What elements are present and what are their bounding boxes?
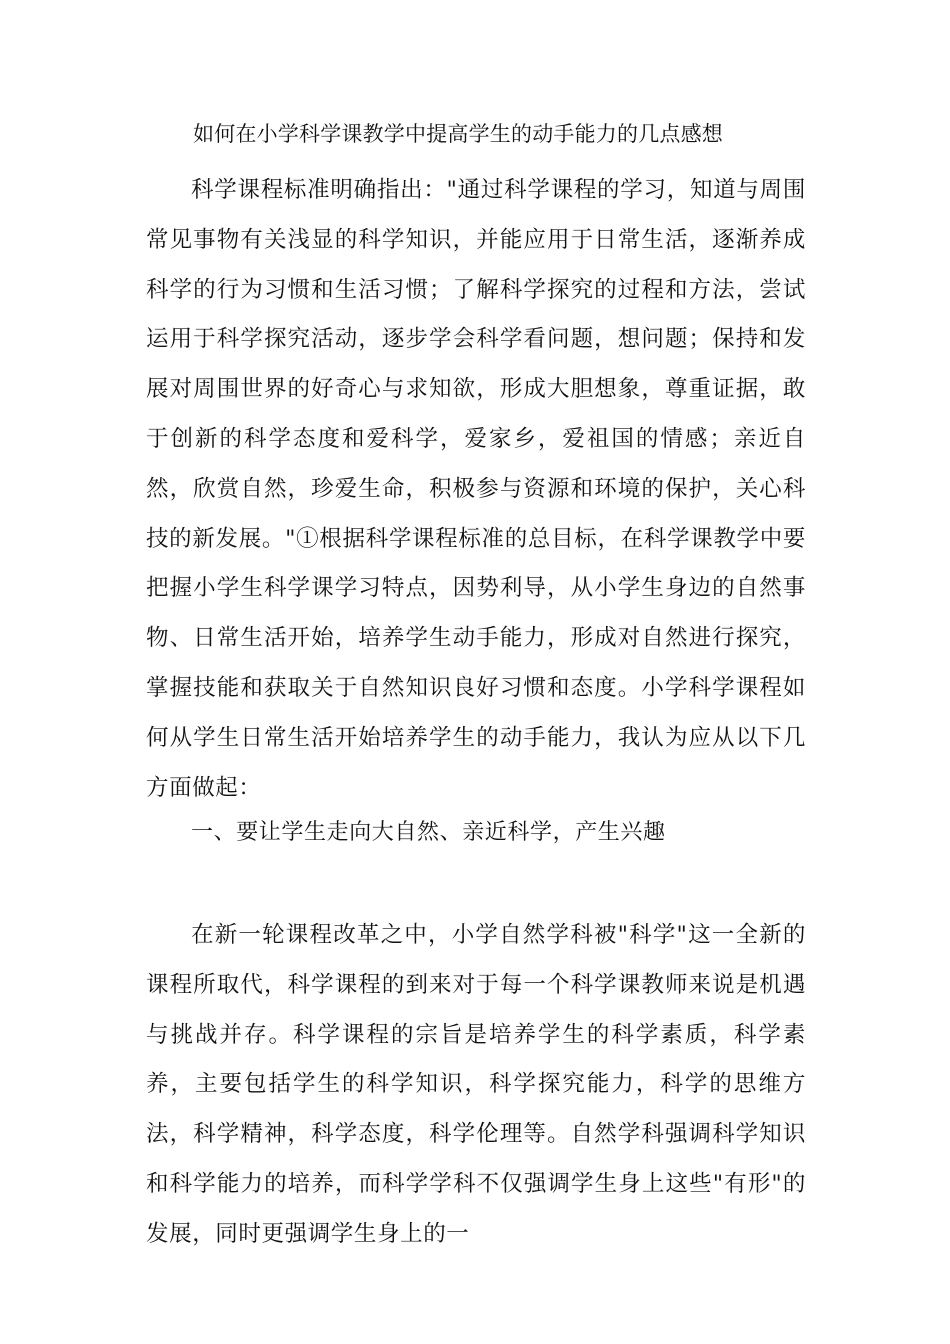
document-title: 如何在小学科学课教学中提高学生的动手能力的几点感想 [193, 122, 723, 146]
paragraph-curriculum-reform: 在新一轮课程改革之中，小学自然学科被"科学"这一全新的课程所取代，科学课程的到来对于每一个科学课教师来说是机遇与挑战并存。科学课程的宗旨是培养学生的科学素质，科学素养，主要包括学生的科学知识，科学探究能力，科学的思维方法，科学精神，科学态度，科学伦理等。自然学科强调科学知识和科学能力的培养，而科学学科不仅强调学生身上这些"有形"的发展，同时更强调学生身上的一 [146, 922, 806, 1247]
paragraph-intro: 科学课程标准明确指出："通过科学课程的学习，知道与周围常见事物有关浅显的科学知识，并能应用于日常生活，逐渐养成科学的行为习惯和生活习惯；了解科学探究的过程和方法，尝试运用于科学探究活动，逐步学会科学看问题，想问题；保持和发展对周围世界的好奇心与求知欲，形成大胆想象，尊重证据，敢于创新的科学态度和爱科学，爱家乡，爱祖国的情感；亲近自然，欣赏自然，珍爱生命，积极参与资源和环境的保护，关心科技的新发展。"①根据科学课程标准的总目标，在科学课教学中要把握小学生科学课学习特点，因势利导，从小学生身边的自然事物、日常生活开始，培养学生动手能力，形成对自然进行探究，掌握技能和获取关于自然知识良好习惯和态度。小学科学课程如何从学生日常生活开始培养学生的动手能力，我认为应从以下几方面做起： [146, 177, 806, 801]
section-heading-one: 一、要让学生走向大自然、亲近科学，产生兴趣 [191, 820, 666, 845]
